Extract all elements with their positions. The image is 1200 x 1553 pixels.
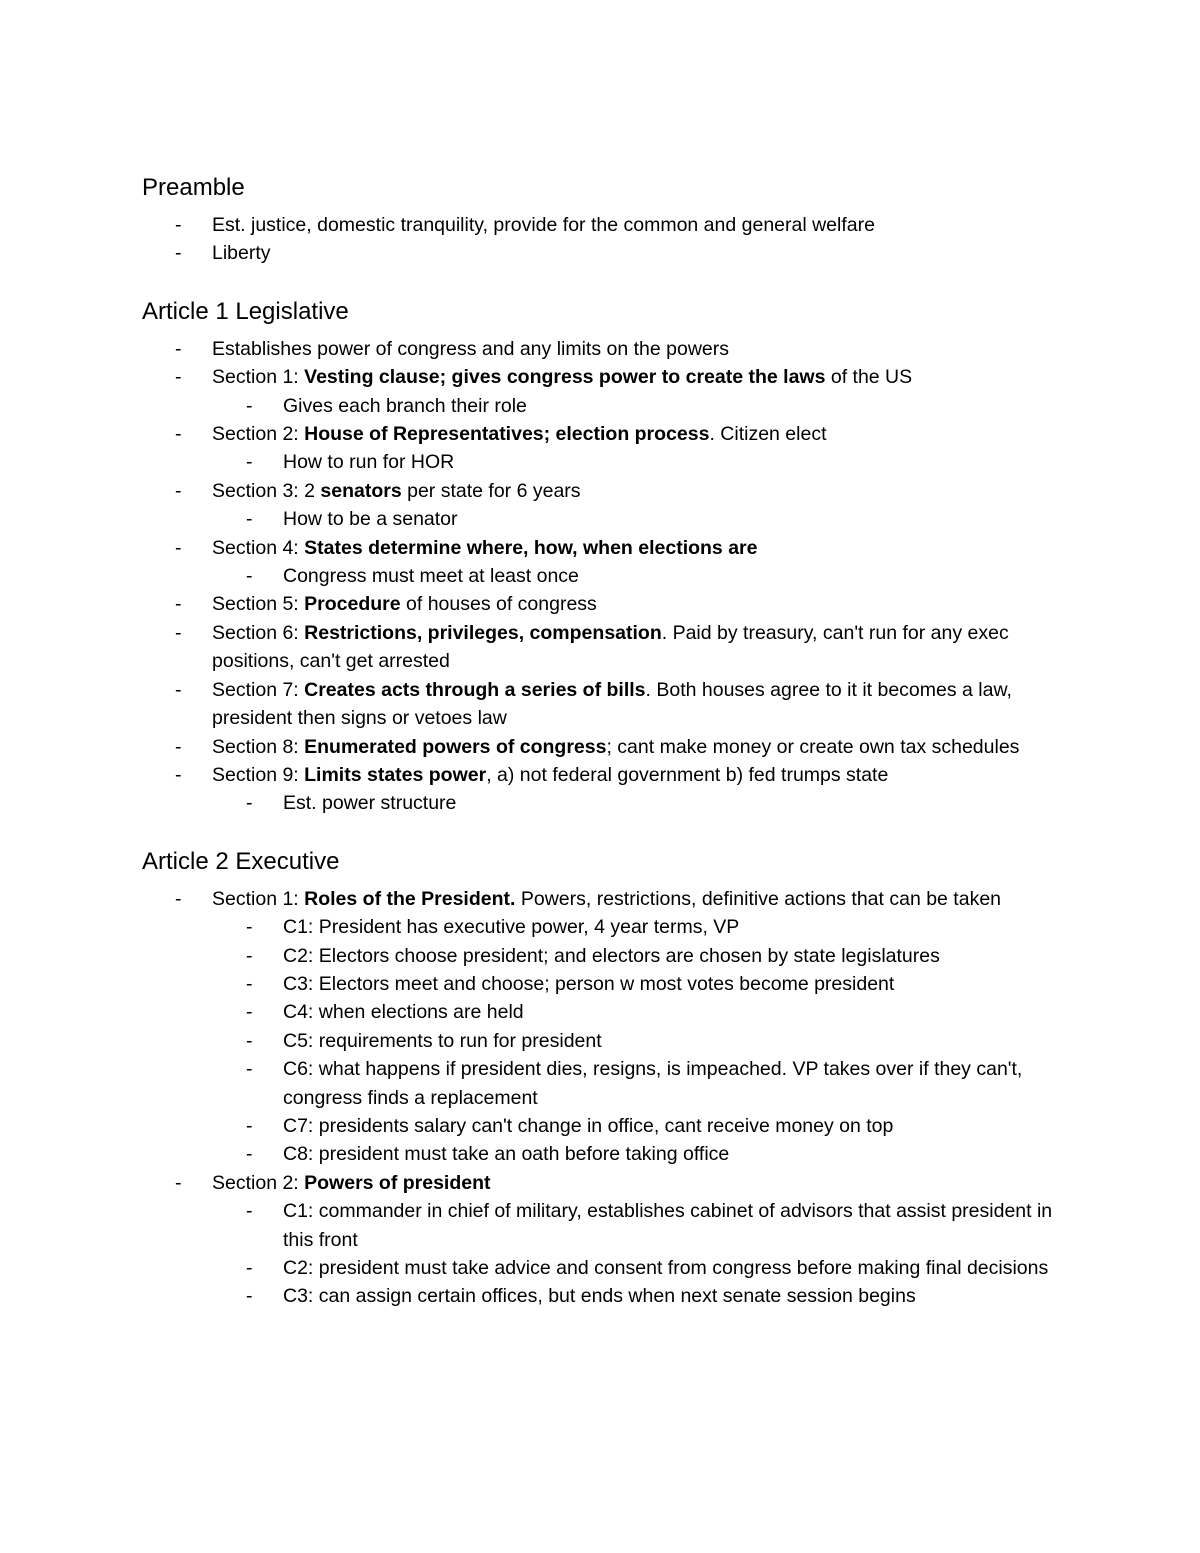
text-run: Gives each branch their role bbox=[283, 394, 527, 417]
text-run: Section 8: bbox=[212, 735, 305, 758]
sub-bullet-item bbox=[142, 1140, 1072, 1168]
bullet-text bbox=[212, 622, 1009, 672]
bold-text: Restrictions, privileges, compensation bbox=[304, 621, 662, 644]
sub-bullet-item bbox=[142, 942, 1072, 970]
bullet-text bbox=[212, 764, 888, 786]
bullet-dash: - bbox=[175, 621, 182, 644]
text-run: C4: when elections are held bbox=[283, 1001, 524, 1024]
bullet-dash: - bbox=[246, 508, 253, 531]
bullet-item bbox=[142, 619, 1072, 676]
bullet-text bbox=[283, 1030, 602, 1052]
bullet-text bbox=[212, 480, 581, 502]
bullet-dash: - bbox=[246, 1058, 253, 1081]
bullet-text bbox=[212, 214, 875, 236]
bullet-dash: - bbox=[175, 536, 182, 559]
sub-bullet-item bbox=[142, 789, 1072, 817]
bullet-dash: - bbox=[246, 1029, 253, 1052]
bullet-dash: - bbox=[175, 1171, 182, 1194]
bold-text: Vesting clause; gives congress power to create the laws bbox=[304, 366, 826, 389]
text-run: C3: Electors meet and choose; person w most votes become president bbox=[283, 972, 895, 995]
text-run: C1: commander in chief of military, establishes cabinet of advisors that assist president in this front bbox=[283, 1200, 1053, 1251]
bullet-text bbox=[283, 1001, 524, 1023]
bullet-item bbox=[142, 363, 1072, 391]
bold-text: Creates acts through a series of bills bbox=[304, 678, 646, 701]
document-body bbox=[142, 170, 1072, 1311]
bullet-text bbox=[283, 1058, 1022, 1108]
bullet-dash: - bbox=[175, 678, 182, 701]
bullet-item bbox=[142, 239, 1072, 267]
section-heading: Article 2 Executive bbox=[142, 847, 340, 875]
bullet-text bbox=[212, 888, 1001, 910]
text-run: Section 9: bbox=[212, 763, 305, 786]
text-run: Section 3: 2 bbox=[212, 479, 321, 502]
text-run: Powers, restrictions, definitive actions that can be taken bbox=[515, 887, 1002, 910]
bullet-text bbox=[212, 242, 271, 264]
bold-text: Enumerated powers of congress bbox=[304, 735, 607, 758]
text-run: Liberty bbox=[212, 242, 271, 265]
bullet-text bbox=[283, 792, 456, 814]
sub-bullet-item bbox=[142, 913, 1072, 941]
bullet-item bbox=[142, 211, 1072, 239]
text-run: Section 1: bbox=[212, 887, 305, 910]
bullet-dash: - bbox=[246, 1001, 253, 1024]
text-run: Establishes power of congress and any limits on the powers bbox=[212, 337, 730, 360]
bullet-item bbox=[142, 477, 1072, 505]
bold-text: States determine where, how, when elections are bbox=[304, 536, 758, 559]
bullet-text bbox=[212, 736, 1019, 758]
text-run: . Both houses agree to it it becomes a law, president then signs or vetoes law bbox=[212, 678, 1012, 730]
text-run: ; cant make money or create own tax schedules bbox=[606, 735, 1020, 758]
text-run: Est. power structure bbox=[283, 792, 457, 815]
bullet-item bbox=[142, 420, 1072, 448]
sub-bullet-item bbox=[142, 1027, 1072, 1055]
bullet-dash: - bbox=[175, 242, 182, 265]
bullet-dash: - bbox=[246, 565, 253, 588]
bullet-text bbox=[212, 537, 757, 559]
sub-bullet-item bbox=[142, 392, 1072, 420]
bullet-dash: - bbox=[246, 394, 253, 417]
text-run: C3: can assign certain offices, but ends when next senate session begins bbox=[283, 1285, 916, 1308]
bullet-dash: - bbox=[246, 1143, 253, 1166]
bullet-text bbox=[283, 1285, 916, 1307]
bullet-text bbox=[283, 1200, 1052, 1250]
bullet-dash: - bbox=[175, 366, 182, 389]
text-run: Est. justice, domestic tranquility, provide for the common and general welfare bbox=[212, 214, 875, 236]
text-run: , a) not federal government b) fed trumps state bbox=[486, 763, 889, 786]
bullet-item bbox=[142, 1169, 1072, 1197]
bullet-dash: - bbox=[175, 735, 182, 758]
sub-bullet-item bbox=[142, 1282, 1072, 1310]
text-run: How to be a senator bbox=[283, 508, 458, 531]
bullet-dash: - bbox=[175, 763, 182, 786]
bullet-text bbox=[283, 395, 527, 417]
sub-bullet-item bbox=[142, 1112, 1072, 1140]
bullet-text bbox=[212, 423, 827, 445]
bullet-item bbox=[142, 335, 1072, 363]
text-run: . Paid by treasury, can't run for any exec positions, can't get arrested bbox=[212, 621, 1009, 673]
text-run: Section 4: bbox=[212, 536, 305, 559]
bullet-text bbox=[283, 565, 579, 587]
bold-text: Procedure bbox=[304, 593, 401, 616]
sub-bullet-item bbox=[142, 1055, 1072, 1112]
text-run: Congress must meet at least once bbox=[283, 565, 579, 588]
bullet-dash: - bbox=[175, 214, 182, 236]
text-run: Section 7: bbox=[212, 678, 305, 701]
section-heading: Article 1 Legislative bbox=[142, 297, 349, 325]
sub-bullet-item bbox=[142, 1197, 1072, 1254]
section-spacer bbox=[142, 818, 1072, 844]
bullet-text bbox=[212, 338, 729, 360]
text-run: of houses of congress bbox=[400, 593, 597, 616]
text-run: C5: requirements to run for president bbox=[283, 1029, 602, 1052]
sub-bullet-item bbox=[142, 505, 1072, 533]
bullet-text bbox=[283, 916, 739, 938]
bold-text: House of Representatives; election process bbox=[304, 423, 710, 446]
bullet-dash: - bbox=[246, 1257, 253, 1279]
bullet-text bbox=[212, 679, 1012, 729]
bold-text: senators bbox=[320, 479, 402, 502]
text-run: C8: president must take an oath before taking office bbox=[283, 1143, 730, 1166]
text-run: C1: President has executive power, 4 year terms, VP bbox=[283, 916, 740, 939]
section-spacer bbox=[142, 268, 1072, 294]
bullet-text bbox=[212, 366, 912, 388]
bullet-dash: - bbox=[246, 916, 253, 939]
text-run: C2: president must take advice and consent from congress before making final decisions bbox=[283, 1257, 1049, 1279]
bullet-dash: - bbox=[175, 337, 182, 360]
bullet-dash: - bbox=[175, 593, 182, 616]
text-run: Section 2: bbox=[212, 423, 305, 446]
bullet-dash: - bbox=[246, 1114, 253, 1137]
text-run: C7: presidents salary can't change in office, cant receive money on top bbox=[283, 1114, 894, 1137]
bold-text: Powers of president bbox=[304, 1171, 491, 1194]
bullet-text bbox=[283, 1115, 893, 1137]
bullet-item bbox=[142, 590, 1072, 618]
bullet-dash: - bbox=[246, 792, 253, 815]
text-run: How to run for HOR bbox=[283, 451, 455, 474]
bullet-item bbox=[142, 676, 1072, 733]
bullet-item bbox=[142, 733, 1072, 761]
text-run: C6: what happens if president dies, resigns, is impeached. VP takes over if they can't, congress finds a replacement bbox=[283, 1058, 1023, 1109]
bullet-text bbox=[212, 1172, 491, 1194]
bullet-dash: - bbox=[246, 1200, 253, 1223]
bullet-text bbox=[283, 1257, 1048, 1279]
bullet-dash: - bbox=[175, 887, 182, 910]
bullet-item bbox=[142, 761, 1072, 789]
sub-bullet-item bbox=[142, 970, 1072, 998]
sub-bullet-item bbox=[142, 448, 1072, 476]
bullet-item bbox=[142, 534, 1072, 562]
bullet-dash: - bbox=[175, 423, 182, 446]
sub-bullet-item bbox=[142, 1254, 1072, 1282]
text-run: per state for 6 years bbox=[401, 479, 581, 502]
sub-bullet-item bbox=[142, 998, 1072, 1026]
text-run: . Citizen elect bbox=[709, 423, 827, 446]
section-heading: Preamble bbox=[142, 174, 245, 201]
bullet-text bbox=[212, 593, 597, 615]
bullet-dash: - bbox=[246, 451, 253, 474]
bullet-text bbox=[283, 451, 454, 473]
bullet-item bbox=[142, 885, 1072, 913]
bold-text: Limits states power bbox=[304, 763, 487, 786]
bullet-text bbox=[283, 945, 940, 967]
sub-bullet-item bbox=[142, 562, 1072, 590]
bullet-text bbox=[283, 508, 458, 530]
text-run: C2: Electors choose president; and electors are chosen by state legislatures bbox=[283, 944, 940, 967]
bullet-dash: - bbox=[246, 1285, 253, 1308]
text-run: Section 6: bbox=[212, 621, 305, 644]
text-run: Section 2: bbox=[212, 1171, 305, 1194]
bullet-text bbox=[283, 973, 894, 995]
bullet-text bbox=[283, 1143, 729, 1165]
bullet-dash: - bbox=[175, 479, 182, 502]
bullet-dash: - bbox=[246, 944, 253, 967]
bold-text: Roles of the President. bbox=[304, 887, 516, 910]
text-run: of the US bbox=[825, 366, 913, 389]
text-run: Section 1: bbox=[212, 366, 305, 389]
text-run: Section 5: bbox=[212, 593, 305, 616]
bullet-dash: - bbox=[246, 972, 253, 995]
